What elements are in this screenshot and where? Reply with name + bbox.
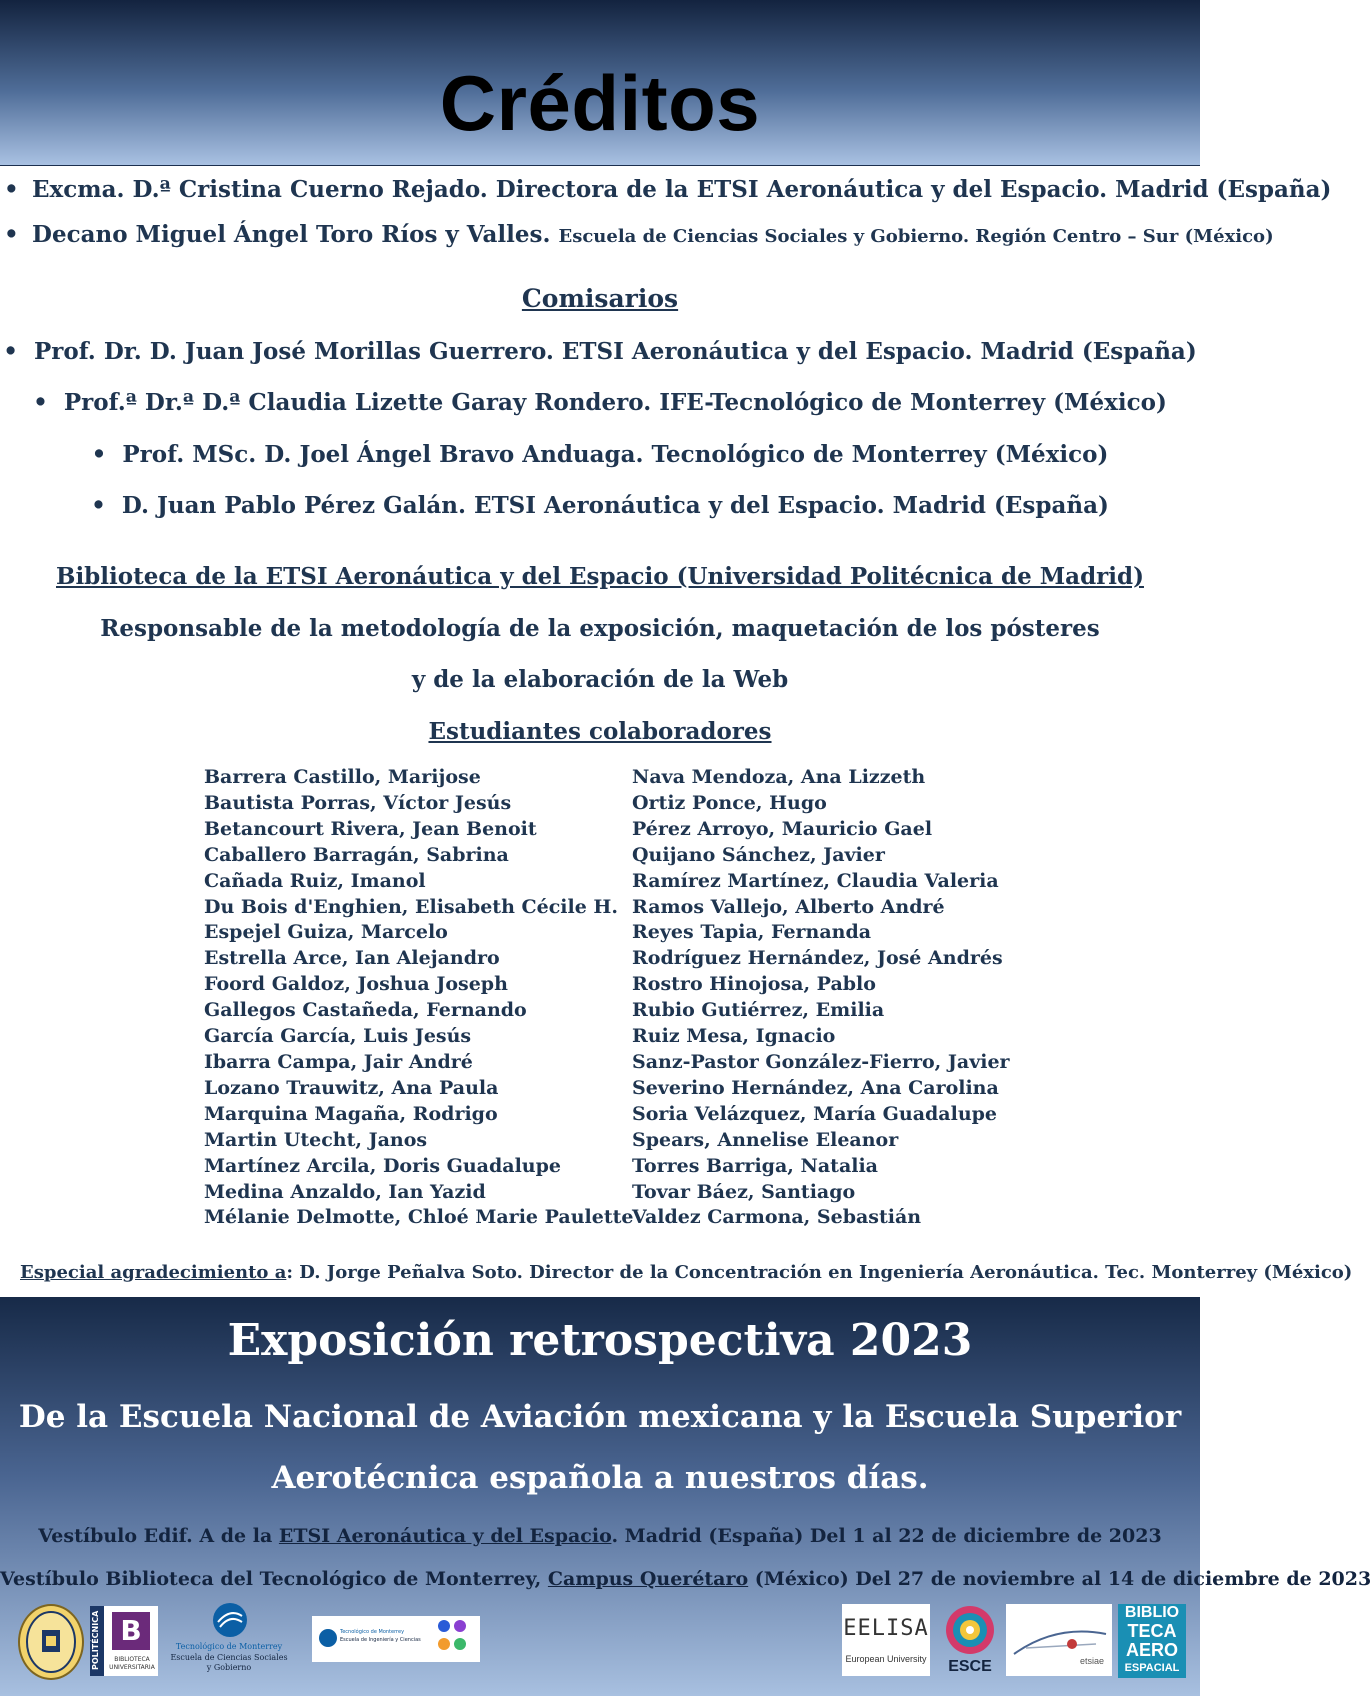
bullet: • — [4, 221, 19, 248]
list-item: Gallegos Castañeda, Fernando — [204, 999, 527, 1022]
venue-madrid: Vestíbulo Edif. A de la ETSI Aeronáutica y del Espacio. Madrid (España) Del 1 al 22 de diciembre de 2023 — [38, 1525, 1162, 1547]
special-thanks: Especial agradecimiento a: D. Jorge Peñalva Soto. Director de la Concentración en Ingeniería Aeronáutica. Tec. Monterrey (México) — [20, 1262, 1353, 1283]
list-item: Soria Velázquez, María Guadalupe — [632, 1102, 998, 1125]
authority-2: • Decano Miguel Ángel Toro Ríos y Valles. Escuela de Ciencias Sociales y Gobierno. Región Centro – Sur (México) — [4, 221, 1274, 248]
biblioteca-aeroespacial-logo: BIBLIO TECA AERO ESPACIAL — [1118, 1604, 1186, 1678]
list-item: Quijano Sánchez, Javier — [632, 843, 885, 866]
etsiae-logo: etsiae — [1006, 1604, 1112, 1676]
list-item: Tovar Báez, Santiago — [632, 1180, 856, 1203]
venue-link[interactable]: ETSI Aeronáutica y del Espacio — [278, 1525, 612, 1547]
list-item: Espejel Guiza, Marcelo — [204, 921, 448, 944]
venue-link[interactable]: Campus Querétaro — [547, 1568, 749, 1590]
tec-monterrey-ecsg-logo: Tecnológico de Monterrey Escuela de Ciencias Sociales y Gobierno — [168, 1602, 290, 1678]
list-item: Ortiz Ponce, Hugo — [632, 791, 827, 814]
list-item: Nava Mendoza, Ana Lizzeth — [632, 766, 926, 788]
list-item: Medina Anzaldo, Ian Yazid — [204, 1180, 486, 1203]
bullet: • — [4, 176, 19, 203]
list-item: Cañada Ruiz, Imanol — [204, 869, 426, 892]
upm-seal-logo — [18, 1604, 84, 1680]
list-item: Rostro Hinojosa, Pablo — [632, 973, 876, 996]
list-item: Du Bois d'Enghien, Elisabeth Cécile H. — [204, 895, 619, 918]
list-item: Bautista Porras, Víctor Jesús — [204, 791, 512, 814]
list-item: Severino Hernández, Ana Carolina — [632, 1076, 999, 1099]
list-item: Ruiz Mesa, Ignacio — [632, 1025, 836, 1048]
list-item: Torres Barriga, Natalia — [632, 1154, 878, 1177]
page-title: Créditos — [439, 59, 761, 147]
estudiantes-heading: Estudiantes colaboradores — [428, 718, 772, 745]
list-item: Marquina Magaña, Rodrigo — [204, 1102, 498, 1125]
esce-logo: ESCE — [940, 1604, 1000, 1676]
biblioteca-upm-logo: B BIBLIOTECA UNIVERSITARIA — [90, 1606, 158, 1676]
list-item: Valdez Carmona, Sebastián — [632, 1206, 922, 1229]
list-item: García García, Luis Jesús — [204, 1025, 472, 1048]
list-item: Reyes Tapia, Fernanda — [632, 921, 872, 944]
list-item: Martin Utecht, Janos — [204, 1128, 428, 1151]
list-item: Estrella Arce, Ian Alejandro — [204, 947, 500, 970]
tec-monterrey-eic-logo: Tecnológico de Monterrey Escuela de Ingeniería y Ciencias — [312, 1616, 480, 1662]
list-item: Foord Galdoz, Joshua Joseph — [204, 973, 508, 996]
exhibition-subtitle-2: Aerotécnica española a nuestros días. — [271, 1460, 929, 1496]
list-item: Caballero Barragán, Sabrina — [204, 843, 509, 866]
list-item: Rodríguez Hernández, José Andrés — [632, 947, 1003, 970]
list-item: Sanz-Pastor González-Fierro, Javier — [632, 1050, 1010, 1073]
exhibition-title: Exposición retrospectiva 2023 — [227, 1315, 973, 1366]
authority-1: • Excma. D.ª Cristina Cuerno Rejado. Directora de la ETSI Aeronáutica y del Espacio. Madrid (España) — [4, 176, 1332, 203]
students-column-1 — [204, 765, 633, 1231]
list-item: Barrera Castillo, Marijose — [204, 766, 481, 788]
comisario-item: • D. Juan Pablo Pérez Galán. ETSI Aeronáutica y del Espacio. Madrid (España) — [91, 492, 1109, 519]
eelisa-logo: EELISA European University — [842, 1604, 930, 1676]
list-item: Ramírez Martínez, Claudia Valeria — [632, 869, 999, 892]
list-item: Martínez Arcila, Doris Guadalupe — [204, 1154, 561, 1177]
list-item: Lozano Trauwitz, Ana Paula — [204, 1076, 499, 1099]
list-item: Ibarra Campa, Jair André — [204, 1050, 473, 1073]
comisario-item: • Prof. MSc. D. Joel Ángel Bravo Anduaga. Tecnológico de Monterrey (México) — [91, 441, 1109, 468]
comisario-item: • Prof. Dr. D. Juan José Morillas Guerrero. ETSI Aeronáutica y del Espacio. Madrid (España) — [3, 338, 1197, 365]
biblioteca-heading: Biblioteca de la ETSI Aeronáutica y del Espacio (Universidad Politécnica de Madrid) — [56, 563, 1144, 590]
list-item: Betancourt Rivera, Jean Benoit — [204, 817, 537, 840]
venue-queretaro: Vestíbulo Biblioteca del Tecnológico de Monterrey, Campus Querétaro (México) Del 27 de noviembre al 14 de diciembre de 2023 — [0, 1568, 1371, 1590]
list-item: Spears, Annelise Eleanor — [632, 1128, 899, 1151]
comisarios-heading: Comisarios — [521, 284, 679, 313]
list-item: Pérez Arroyo, Mauricio Gael — [632, 817, 933, 840]
students-column-2 — [632, 765, 1010, 1231]
exhibition-subtitle-1: De la Escuela Nacional de Aviación mexicana y la Escuela Superior — [18, 1399, 1182, 1435]
biblioteca-line-1: Responsable de la metodología de la exposición, maquetación de los pósteres — [100, 615, 1100, 642]
list-item: Ramos Vallejo, Alberto André — [632, 895, 945, 918]
comisario-item: • Prof.ª Dr.ª D.ª Claudia Lizette Garay Rondero. IFE-Tecnológico de Monterrey (México) — [33, 389, 1167, 416]
biblioteca-line-2: y de la elaboración de la Web — [411, 666, 789, 693]
list-item: Rubio Gutiérrez, Emilia — [632, 999, 885, 1022]
list-item: Mélanie Delmotte, Chloé Marie Paulette — [204, 1206, 634, 1229]
